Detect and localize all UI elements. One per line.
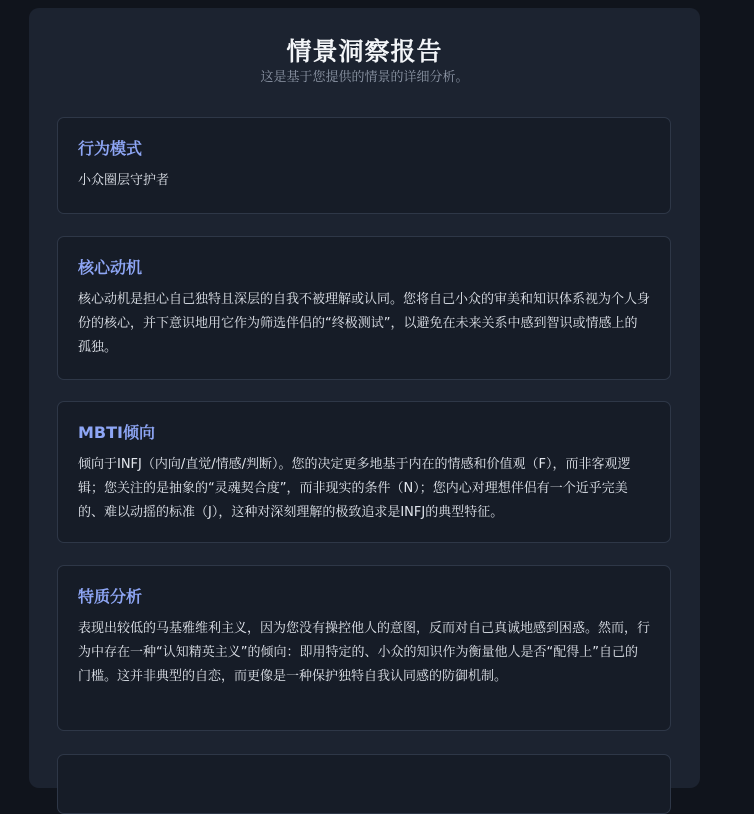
section-text: 小众圈层守护者 — [78, 173, 170, 188]
section-card-behavior-pattern — [57, 117, 671, 214]
section-card-core-motivation — [57, 236, 671, 380]
report-panel — [29, 8, 700, 788]
section-text: 表现出较低的马基雅维利主义，因为您没有操控他人的意图，反而对自己真诚地感到困惑。然而，行为中存在一种“认知精英主义”的倾向：即用特定的、小众的知识作为衡量他人是否“配得上”自己的门槛。这并非典型的自恋，而更像是一种保护独特自我认同感的防御机制。 — [78, 621, 651, 684]
section-text: 倾向于INFJ（内向/直觉/情感/判断）。您的决定更多地基于内在的情感和价值观（F），而非客观逻辑；您关注的是抽象的“灵魂契合度”，而非现实的条件（N）；您内心对理想伴侣有一个近乎完美的、难以动摇的标准（J），这种对深刻理解的极致追求是INFJ的典型特征。 — [78, 457, 631, 520]
section-text: 核心动机是担心自己独特且深层的自我不被理解或认同。您将自己小众的审美和知识体系视为个人身份的核心，并下意识地用它作为筛选伴侣的“终极测试”，以避免在未来关系中感到智识或情感上的孤独。 — [78, 292, 651, 355]
page-title: 情景洞察报告 — [286, 37, 443, 66]
report-header — [29, 8, 700, 88]
section-card-next — [57, 754, 671, 814]
section-heading: 核心动机 — [78, 258, 143, 277]
section-heading: 行为模式 — [78, 139, 143, 158]
section-card-trait-analysis — [57, 565, 671, 731]
section-heading: MBTI倾向 — [78, 423, 155, 442]
page-subtitle: 这是基于您提供的情景的详细分析。 — [260, 70, 469, 85]
section-card-mbti — [57, 401, 671, 543]
section-heading: 特质分析 — [78, 587, 143, 606]
